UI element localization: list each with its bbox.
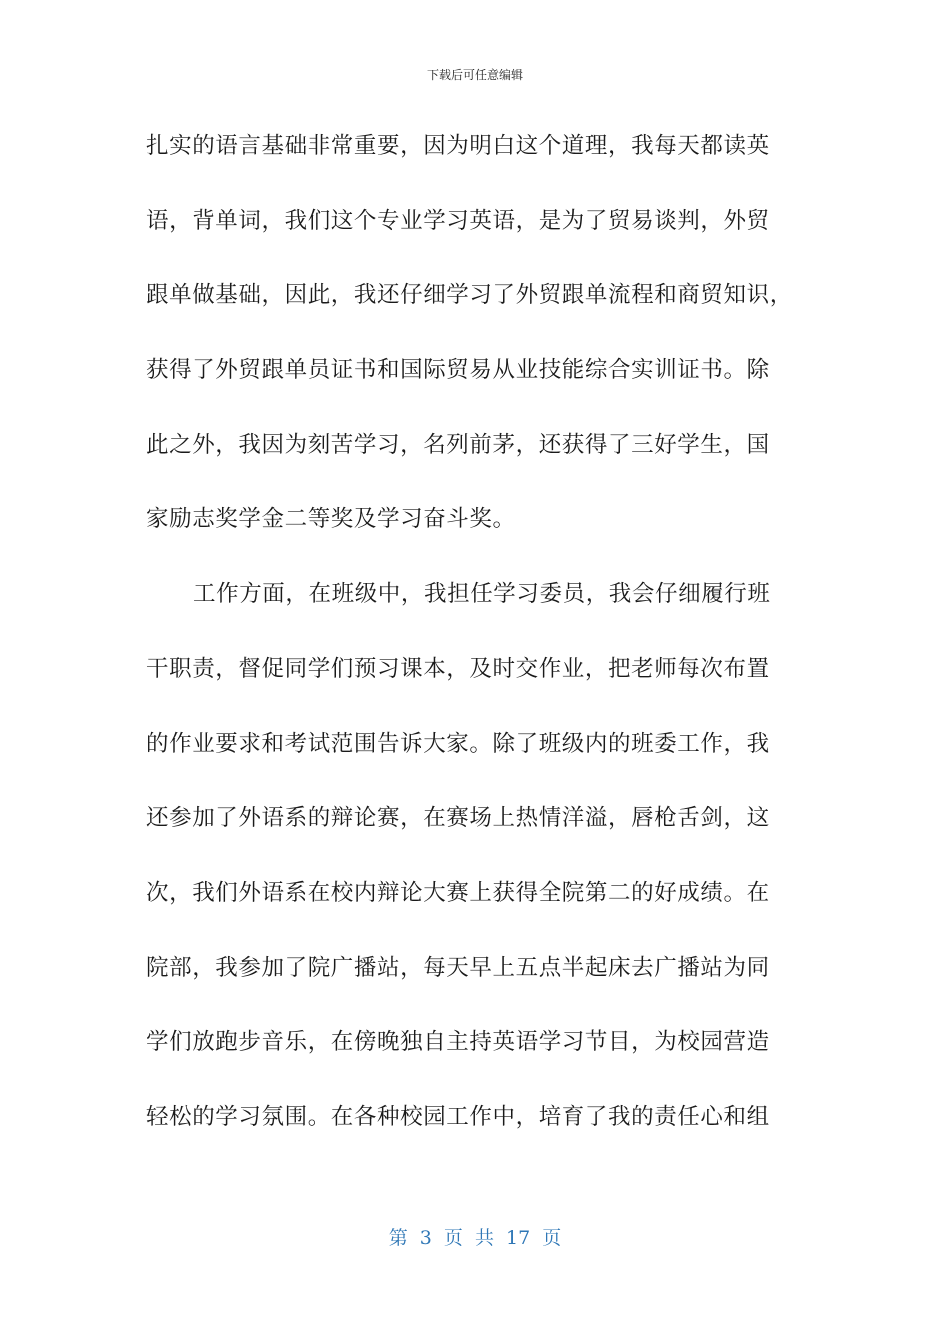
text-line: 此之外，我因为刻苦学习，名列前茅，还获得了三好学生，国	[146, 431, 770, 458]
text-line: 跟单做基础，因此，我还仔细学习了外贸跟单流程和商贸知识，	[146, 282, 793, 309]
text-line: 学们放跑步音乐，在傍晚独自主持英语学习节目，为校园营造	[146, 1029, 770, 1056]
text-line: 获得了外贸跟单员证书和国际贸易从业技能综合实训证书。除	[146, 357, 770, 384]
text-line: 次，我们外语系在校内辩论大赛上获得全院第二的好成绩。在	[146, 879, 770, 906]
text-line: 干职责，督促同学们预习课本，及时交作业，把老师每次布置	[146, 655, 770, 682]
page-number-footer: 第 3 页 共 17 页	[388, 1227, 562, 1249]
text-line: 扎实的语言基础非常重要，因为明白这个道理，我每天都读英	[146, 133, 770, 159]
text-line: 的作业要求和考试范围告诉大家。除了班级内的班委工作，我	[146, 730, 770, 757]
text-line: 还参加了外语系的辩论赛，在赛场上热情洋溢，唇枪舌剑，这	[146, 805, 770, 832]
text-line: 院部，我参加了院广播站，每天早上五点半起床去广播站为同	[146, 954, 770, 981]
document-body	[146, 124, 806, 1170]
paragraph-first-line: 工作方面，在班级中，我担任学习委员，我会仔细履行班	[193, 581, 771, 608]
page-header: 下载后可任意编辑	[426, 68, 523, 82]
text-line: 语，背单词，我们这个专业学习英语，是为了贸易谈判，外贸	[146, 207, 770, 234]
text-line: 轻松的学习氛围。在各种校园工作中，培育了我的责任心和组	[146, 1103, 770, 1130]
text-line: 家励志奖学金二等奖及学习奋斗奖。	[146, 506, 516, 533]
